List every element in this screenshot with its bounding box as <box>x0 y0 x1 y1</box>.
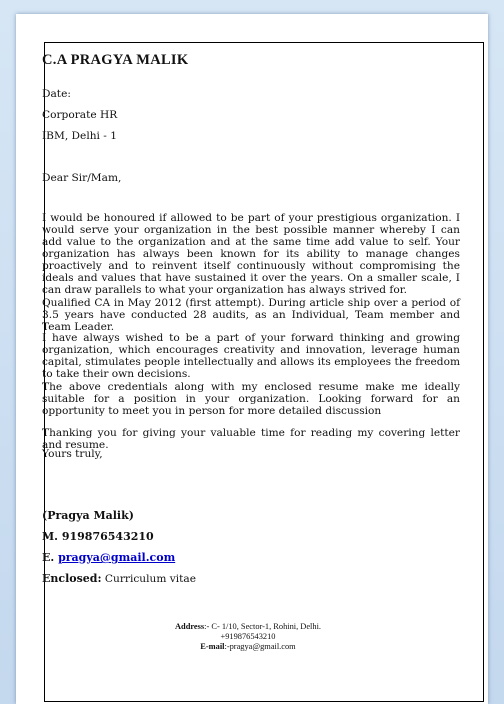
enclosed-label: Enclosed: <box>42 572 102 585</box>
body-paragraph-4: The above credentials along with my enclosed resume make me ideally suitable for a position in your organization. Looking forward for an opportunity to meet you in person for more detailed discussion <box>42 381 460 417</box>
date-label: Date: <box>42 88 71 100</box>
signature-email <box>42 552 175 564</box>
enclosed-line <box>42 573 196 585</box>
sender-name: C.A PRAGYA MALIK <box>42 52 189 68</box>
footer-email-value: :-pragya@gmail.com <box>224 642 296 651</box>
footer-email <box>28 642 468 652</box>
address-label: Address <box>174 622 205 631</box>
signature-name: (Pragya Malik) <box>42 509 134 522</box>
enclosed-value: Curriculum vitae <box>104 573 196 585</box>
body-paragraph-2: Qualified CA in May 2012 (first attempt). During article ship over a period of 3.5 years have conducted 28 audits, as an Individual, Team member and Team Leader. <box>42 297 460 333</box>
body-paragraph-5: Thanking you for giving your valuable time for reading my covering letter and resume. <box>42 427 460 451</box>
email-link[interactable]: pragya@gmail.com <box>58 551 176 564</box>
footer-address <box>28 622 468 632</box>
footer-address-block <box>28 622 468 652</box>
recipient-line-1: Corporate HR <box>42 109 118 121</box>
body-paragraph-1: I would be honoured if allowed to be part of your prestigious organization. I would serve your organization in the best possible manner whereby I can add value to the organization and at the same time add value to self. Your organization has always been known for its ability to manage changes proactively and to reinvent itself continuously without compromising the ideals and values that have sustained it over the years. On a smaller scale, I can draw parallels to what your organization has always strived for. <box>42 212 460 296</box>
email-prefix: E. <box>42 551 55 564</box>
footer-email-label: E-mail <box>200 642 225 651</box>
footer-phone: +919876543210 <box>220 632 276 641</box>
address-value: :- C- 1/10, Sector-1, Rohini, Delhi. <box>204 622 321 631</box>
salutation: Dear Sir/Mam, <box>42 172 122 184</box>
body-paragraph-3: I have always wished to be a part of your forward thinking and growing organization, which encourages creativity and innovation, leverage human capital, stimulates people intellectually and allows its employees the freedom to take their own decisions. <box>42 332 460 380</box>
closing: Yours truly, <box>42 448 103 460</box>
recipient-line-2: IBM, Delhi - 1 <box>42 130 117 142</box>
signature-mobile: M. 919876543210 <box>42 530 154 543</box>
